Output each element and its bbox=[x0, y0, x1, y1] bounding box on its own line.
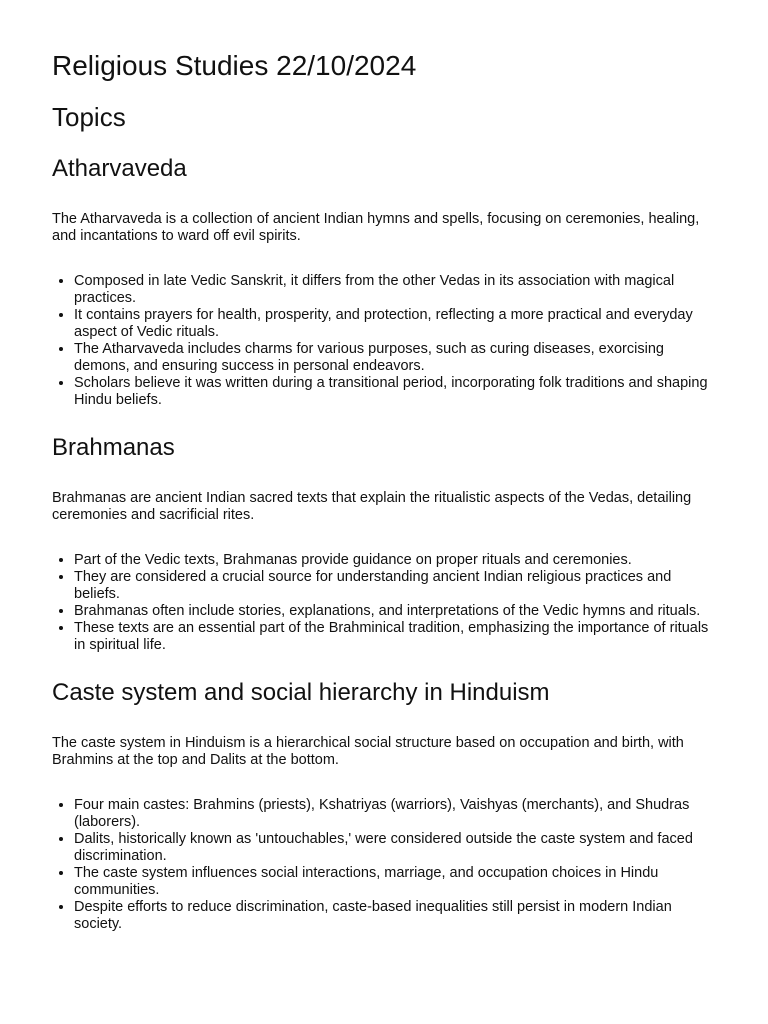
bullet-item: • Part of the Vedic texts, Brahmanas provide guidance on proper rituals and ceremonies. bbox=[74, 552, 714, 569]
section-brahmanas bbox=[52, 433, 716, 654]
bullet-item: • Dalits, historically known as 'untouchables,' were considered outside the caste system and faced discrimination. bbox=[74, 831, 714, 865]
section-heading: Atharvaveda bbox=[52, 155, 187, 182]
section-heading: Caste system and social hierarchy in Hinduism bbox=[52, 679, 550, 706]
section-heading: Brahmanas bbox=[52, 434, 175, 461]
section-intro: The caste system in Hinduism is a hierarchical social structure based on occupation and birth, with Brahmins at the top and Dalits at the bottom. bbox=[52, 735, 684, 768]
bullet-item: • Four main castes: Brahmins (priests), Kshatriyas (warriors), Vaishyas (merchants), and Shudras (laborers). bbox=[74, 797, 714, 831]
bullet-item: • They are considered a crucial source for understanding ancient Indian religious practices and beliefs. bbox=[74, 569, 714, 603]
topics-heading: Topics bbox=[52, 102, 126, 132]
bullet-item: • These texts are an essential part of the Brahminical tradition, emphasizing the importance of rituals in spiritual life. bbox=[74, 620, 714, 654]
bullet-item: • Despite efforts to reduce discrimination, caste-based inequalities still persist in modern Indian society. bbox=[74, 899, 714, 933]
bullet-list bbox=[52, 273, 714, 409]
bullet-item: • The Atharvaveda includes charms for various purposes, such as curing diseases, exorcising demons, and ensuring success in personal endeavors. bbox=[74, 341, 714, 375]
bullet-item: • Composed in late Vedic Sanskrit, it differs from the other Vedas in its association with magical practices. bbox=[74, 273, 714, 307]
bullet-item: • It contains prayers for health, prosperity, and protection, reflecting a more practical and everyday aspect of Vedic rituals. bbox=[74, 307, 714, 341]
document-title: Religious Studies 22/10/2024 bbox=[52, 50, 417, 81]
bullet-item: • Scholars believe it was written during a transitional period, incorporating folk traditions and shaping Hindu beliefs. bbox=[74, 375, 714, 409]
section-atharvaveda bbox=[52, 154, 716, 409]
bullet-item: • The caste system influences social interactions, marriage, and occupation choices in Hindu communities. bbox=[74, 865, 714, 899]
bullet-list bbox=[52, 552, 714, 654]
bullet-item: • Brahmanas often include stories, explanations, and interpretations of the Vedic hymns and rituals. bbox=[74, 603, 714, 620]
section-caste-system bbox=[52, 678, 716, 933]
section-intro: The Atharvaveda is a collection of ancient Indian hymns and spells, focusing on ceremonies, healing, and incantations to ward off evil spirits. bbox=[52, 211, 700, 244]
section-intro: Brahmanas are ancient Indian sacred texts that explain the ritualistic aspects of the Vedas, detailing ceremonies and sacrificial rites. bbox=[52, 490, 692, 523]
bullet-list bbox=[52, 797, 714, 933]
